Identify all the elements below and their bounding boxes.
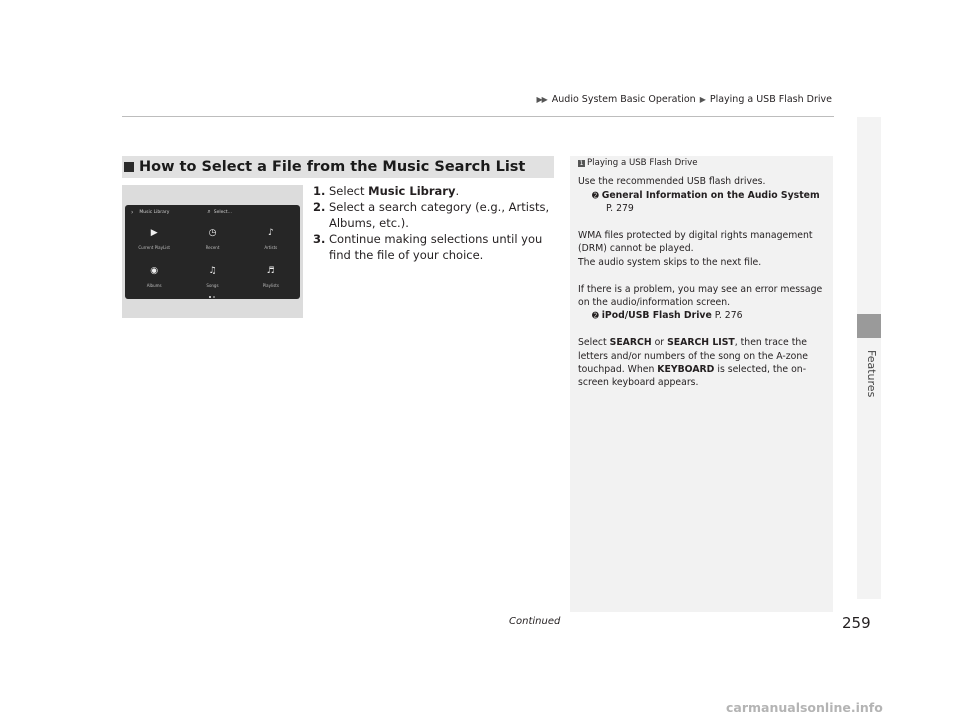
- breadcrumb-arrows-icon: ▶▶: [536, 95, 547, 104]
- page-number: 259: [842, 614, 871, 632]
- keyword-keyboard: KEYBOARD: [657, 364, 715, 376]
- breadcrumb-item-audio-system[interactable]: Audio System Basic Operation: [551, 94, 696, 105]
- sidebar-paragraph: Use the recommended USB flash drives.: [578, 176, 766, 188]
- step-text: Select a search category (e.g., Artists, Albums, etc.).: [329, 200, 550, 230]
- step-item: [313, 199, 553, 231]
- sidebar-paragraph: If there is a problem, you may see an error message on the audio/information screen.: [578, 283, 823, 309]
- breadcrumb: [536, 94, 832, 105]
- step-text-plain: Select: [329, 184, 369, 198]
- tile-songs: [183, 257, 241, 295]
- step-text: Continue making selections until you find the file of your choice.: [329, 232, 543, 262]
- play-icon: ▶: [150, 227, 158, 238]
- playlist-icon: ♬: [266, 265, 275, 276]
- keyword-search-list: SEARCH LIST: [667, 337, 735, 349]
- step-number: 1.: [313, 184, 326, 198]
- tile-current-playlist: [125, 219, 183, 257]
- step-item: [313, 231, 553, 263]
- section-square-icon: [124, 162, 134, 172]
- note-marker-icon: 1: [579, 160, 584, 168]
- step-list: [313, 183, 553, 263]
- tile-label: Artists: [264, 244, 278, 250]
- sidebar-paragraph: WMA files protected by digital rights management (DRM) cannot be played.: [578, 230, 813, 255]
- step-text-bold: Music Library: [368, 184, 456, 198]
- step-item: [313, 183, 553, 199]
- step-number: 3.: [313, 232, 326, 246]
- album-disc-icon: ◉: [150, 265, 159, 276]
- text: Select: [578, 337, 610, 349]
- tile-label: Recent: [205, 244, 220, 250]
- header-divider: [122, 116, 834, 117]
- page-dot-active: [209, 296, 211, 298]
- reference-page: P. 276: [714, 310, 743, 322]
- cross-reference[interactable]: [578, 189, 825, 202]
- breadcrumb-item-usb[interactable]: Playing a USB Flash Drive: [709, 94, 832, 105]
- tile-playlists: [242, 257, 300, 295]
- keyword-search: SEARCH: [609, 337, 652, 349]
- tile-recent: [183, 219, 241, 257]
- sidebar-paragraph: [578, 336, 825, 390]
- tile-label: Songs: [206, 282, 219, 288]
- search-icon: ⌕: [207, 208, 211, 215]
- section-title: How to Select a File from the Music Search List: [139, 159, 526, 175]
- tile-label: Playlists: [262, 282, 279, 288]
- screen-header: [125, 205, 300, 219]
- reference-arrow-icon: ➋: [592, 190, 599, 200]
- reference-arrow-icon: ➋: [592, 311, 599, 321]
- reference-label: General Information on the Audio System: [601, 189, 820, 201]
- page-dot: [213, 296, 215, 298]
- continued-label: Continued: [509, 616, 561, 627]
- text: , then trace the letters and/or numbers of the song on the A-zone touchpad. When: [578, 337, 808, 376]
- sidebar-paragraph: The audio system skips to the next file.: [578, 256, 762, 268]
- search-hint: Select...: [213, 209, 232, 215]
- screen-title: Music Library: [139, 209, 170, 215]
- reference-label: iPod/USB Flash Drive: [601, 310, 712, 322]
- tile-albums: [125, 257, 183, 295]
- side-tab-label[interactable]: Features: [865, 350, 878, 398]
- tile-label: Albums: [146, 282, 162, 288]
- side-tab-marker: [857, 314, 881, 338]
- music-library-screen: [125, 205, 300, 299]
- text: or: [651, 337, 668, 349]
- page-indicator: [209, 296, 215, 298]
- text: is selected, the on-screen keyboard appears.: [578, 364, 807, 389]
- sidebar-title-text: Playing a USB Flash Drive: [587, 158, 698, 168]
- tile-artists: [242, 219, 300, 257]
- artist-mic-icon: ♪: [267, 227, 274, 238]
- watermark-logo: carmanualsonline.info: [726, 700, 883, 715]
- step-number: 2.: [313, 200, 326, 214]
- chevron-right-icon: ›: [131, 208, 134, 216]
- category-grid: [125, 219, 300, 295]
- step-text: [329, 183, 459, 199]
- section-header: [122, 156, 554, 178]
- sidebar-title: [578, 157, 825, 170]
- reference-page: P. 279: [606, 203, 634, 215]
- tile-label: Current PlayList: [138, 244, 170, 250]
- notes-sidebar: [570, 156, 833, 612]
- breadcrumb-separator-icon: ▶: [699, 95, 706, 104]
- cross-reference[interactable]: [578, 309, 825, 322]
- step-text-plain: .: [455, 184, 460, 198]
- note-icon: ♫: [208, 265, 217, 276]
- clock-icon: ◷: [208, 227, 217, 238]
